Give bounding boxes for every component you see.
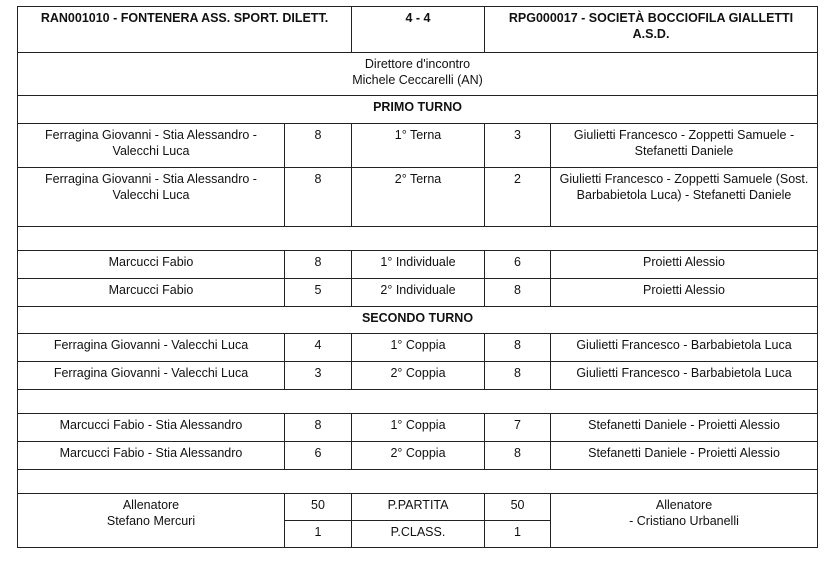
game-type: 2° Individuale (352, 279, 485, 307)
away-score: 6 (485, 251, 551, 279)
home-players: Marcucci Fabio - Stia Alessandro (18, 414, 285, 442)
home-score: 8 (285, 251, 352, 279)
away-score: 3 (485, 124, 551, 168)
match-score: 4 - 4 (352, 7, 485, 53)
away-score: 8 (485, 279, 551, 307)
home-coach-name: Stefano Mercuri (106, 514, 196, 528)
director-label: Direttore d'incontro (364, 57, 471, 71)
table-row (18, 442, 818, 470)
home-players: Marcucci Fabio - Stia Alessandro (18, 442, 285, 470)
game-type: 1° Individuale (352, 251, 485, 279)
home-players: Marcucci Fabio (18, 279, 285, 307)
table-row (18, 414, 818, 442)
secondo-turno-title: SECONDO TURNO (18, 307, 818, 334)
table-row (18, 168, 818, 227)
director-cell (18, 53, 818, 96)
away-score: 8 (485, 362, 551, 390)
home-players: Ferragina Giovanni - Stia Alessandro - Valecchi Luca (18, 124, 285, 168)
away-coach-cell (551, 494, 818, 548)
section-title-row (18, 96, 818, 124)
away-players: Proietti Alessio (551, 279, 818, 307)
home-score: 8 (285, 124, 352, 168)
away-players: Stefanetti Daniele - Proietti Alessio (551, 442, 818, 470)
away-score: 8 (485, 334, 551, 362)
class-label: P.CLASS. (352, 521, 485, 548)
away-players: Proietti Alessio (551, 251, 818, 279)
away-score: 7 (485, 414, 551, 442)
table-row (18, 124, 818, 168)
header-row (18, 7, 818, 53)
home-score: 3 (285, 362, 352, 390)
home-coach-cell (18, 494, 285, 548)
home-score: 8 (285, 414, 352, 442)
away-players: Giulietti Francesco - Zoppetti Samuele (Sost. Barbabietola Luca) - Stefanetti Daniele (551, 168, 818, 227)
away-coach-label: Allenatore (655, 498, 713, 512)
away-score: 2 (485, 168, 551, 227)
away-players: Stefanetti Daniele - Proietti Alessio (551, 414, 818, 442)
section-title-row (18, 307, 818, 334)
director-row (18, 53, 818, 96)
home-score: 4 (285, 334, 352, 362)
away-coach-name: - Cristiano Urbanelli (629, 514, 739, 528)
primo-turno-title: PRIMO TURNO (18, 96, 818, 124)
class-home: 1 (285, 521, 352, 548)
away-team: RPG000017 - SOCIETÀ BOCCIOFILA GIALLETTI A.S.D. (485, 7, 818, 53)
game-type: 2° Coppia (352, 442, 485, 470)
spacer-row (18, 227, 818, 251)
table-row (18, 362, 818, 390)
away-score: 8 (485, 442, 551, 470)
game-type: 1° Coppia (352, 414, 485, 442)
home-players: Marcucci Fabio (18, 251, 285, 279)
director-name: Michele Ceccarelli (AN) (352, 73, 483, 87)
game-type: 2° Coppia (352, 362, 485, 390)
class-away: 1 (485, 521, 551, 548)
home-players: Ferragina Giovanni - Valecchi Luca (18, 334, 285, 362)
home-score: 8 (285, 168, 352, 227)
partita-home: 50 (285, 494, 352, 521)
table-row (18, 251, 818, 279)
footer-row-partita (18, 494, 818, 521)
away-players: Giulietti Francesco - Zoppetti Samuele - Stefanetti Daniele (551, 124, 818, 168)
home-score: 6 (285, 442, 352, 470)
home-score: 5 (285, 279, 352, 307)
game-type: 2° Terna (352, 168, 485, 227)
home-players: Ferragina Giovanni - Stia Alessandro - Valecchi Luca (18, 168, 285, 227)
home-players: Ferragina Giovanni - Valecchi Luca (18, 362, 285, 390)
home-team: RAN001010 - FONTENERA ASS. SPORT. DILETT. (18, 7, 352, 53)
partita-away: 50 (485, 494, 551, 521)
away-players: Giulietti Francesco - Barbabietola Luca (551, 362, 818, 390)
away-players: Giulietti Francesco - Barbabietola Luca (551, 334, 818, 362)
spacer-row (18, 390, 818, 414)
game-type: 1° Terna (352, 124, 485, 168)
home-coach-label: Allenatore (122, 498, 180, 512)
spacer-row (18, 470, 818, 494)
game-type: 1° Coppia (352, 334, 485, 362)
match-report-table (17, 6, 818, 548)
table-row (18, 334, 818, 362)
table-row (18, 279, 818, 307)
partita-label: P.PARTITA (352, 494, 485, 521)
